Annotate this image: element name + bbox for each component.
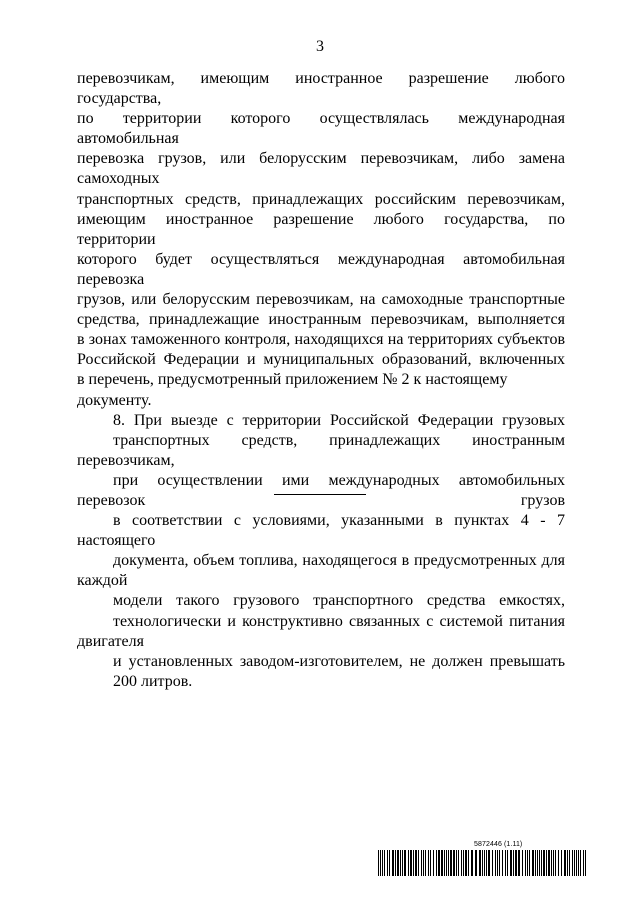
barcode-bar xyxy=(585,850,586,876)
text-line: которого будет осуществляться международная автомобильная перевозка xyxy=(77,250,565,288)
barcode-bar xyxy=(479,850,481,876)
text-line: в зонах таможенного контроля, находящихся на территориях субъектов xyxy=(77,331,565,349)
barcode-bar xyxy=(502,850,503,876)
barcode-bar xyxy=(513,850,514,876)
barcode-bar xyxy=(458,850,459,876)
barcode-bar xyxy=(484,850,485,876)
barcode-bar xyxy=(555,850,556,876)
barcode-bar xyxy=(463,850,464,876)
barcode-bar xyxy=(471,850,473,876)
barcode-bar xyxy=(527,850,528,876)
text-line: средства, принадлежащие иностранным перевозчикам, выполняется xyxy=(77,311,565,329)
barcode-bar xyxy=(400,850,401,876)
barcode-bar xyxy=(382,850,383,876)
barcode-bar xyxy=(389,850,390,876)
text-line: документа, объем топлива, находящегося в предусмотренных для каждой xyxy=(77,552,565,590)
barcode-bar xyxy=(415,850,417,876)
barcode-bar xyxy=(430,850,431,876)
barcode-bar xyxy=(456,850,457,876)
barcode-bar xyxy=(482,850,483,876)
barcode-bar xyxy=(438,850,440,876)
document-code: 5872446 (1.11) xyxy=(474,841,523,848)
barcode-bar xyxy=(543,850,545,876)
text-line: по территории которого осуществлялась международная автомобильная xyxy=(77,110,565,148)
barcode-bar xyxy=(541,850,542,876)
text-line: и установленных заводом-изготовителем, не должен превышать xyxy=(113,652,565,670)
barcode-bar xyxy=(510,850,512,876)
text-line: модели такого грузового транспортного средства емкостях, xyxy=(113,592,565,610)
barcode-bar xyxy=(515,850,517,876)
paragraph-continuation xyxy=(77,69,565,411)
barcode-bar xyxy=(425,850,426,876)
barcode-bar xyxy=(475,850,477,876)
document-body xyxy=(77,69,565,692)
barcode-bar xyxy=(378,850,379,876)
barcode-bar xyxy=(558,850,559,876)
barcode-bar xyxy=(574,850,575,876)
barcode-bar xyxy=(395,850,396,876)
barcode-bar xyxy=(567,850,568,876)
barcode-bar xyxy=(564,850,566,876)
barcode-bar xyxy=(499,850,500,876)
barcode-bar xyxy=(418,850,419,876)
text-line: Российской Федерации и муниципальных образований, включенных xyxy=(77,351,565,369)
barcode-bar xyxy=(450,850,452,876)
barcode-bar xyxy=(441,850,443,876)
barcode xyxy=(378,850,588,876)
text-line: перевозчикам, имеющим иностранное разрешение любого государства, xyxy=(77,70,565,108)
barcode-bar xyxy=(448,850,449,876)
barcode-bar xyxy=(583,850,584,876)
barcode-bar xyxy=(518,850,520,876)
barcode-bar xyxy=(539,850,540,876)
barcode-bar xyxy=(392,850,394,876)
barcode-bar xyxy=(525,850,526,876)
barcode-bar xyxy=(453,850,455,876)
barcode-bar xyxy=(546,850,547,876)
barcode-bar xyxy=(402,850,403,876)
barcode-bar xyxy=(413,850,414,876)
barcode-bar xyxy=(444,850,445,876)
barcode-bar xyxy=(497,850,498,876)
barcode-bar xyxy=(522,850,523,876)
barcode-bar xyxy=(408,850,409,876)
barcode-bar xyxy=(387,850,388,876)
barcode-bar xyxy=(410,850,412,876)
end-separator-line xyxy=(274,494,366,495)
barcode-bar xyxy=(553,850,554,876)
text-line: 200 литров. xyxy=(113,672,193,690)
text-line: технологически и конструктивно связанных с системой питания двигателя xyxy=(77,612,565,650)
barcode-bar xyxy=(404,850,406,876)
barcode-bar xyxy=(576,850,577,876)
barcode-bar xyxy=(578,850,579,876)
barcode-bar xyxy=(421,850,422,876)
text-line: в перечень, предусмотренный приложением № 2 к настоящему документу. xyxy=(77,371,508,409)
barcode-bar xyxy=(465,850,467,876)
barcode-bar xyxy=(569,850,570,876)
barcode-bar xyxy=(486,850,487,876)
text-line: при осуществлении ими международных автомобильных перевозок грузов xyxy=(77,471,565,509)
barcode-bar xyxy=(461,850,462,876)
barcode-bar xyxy=(397,850,399,876)
barcode-bar xyxy=(468,850,469,876)
barcode-bar xyxy=(561,850,562,876)
paragraph-item-8 xyxy=(77,411,565,692)
barcode-bar xyxy=(423,850,424,876)
text-line: транспортных средств, принадлежащих иностранным перевозчикам, xyxy=(77,431,565,469)
barcode-bar xyxy=(428,850,429,876)
barcode-bar xyxy=(384,850,385,876)
barcode-bar xyxy=(505,850,506,876)
text-line: 8. При выезде с территории Российской Федерации грузовых xyxy=(113,411,565,429)
barcode-bar xyxy=(488,850,490,876)
barcode-bar xyxy=(572,850,573,876)
text-line: перевозка грузов, или белорусским перевозчикам, либо замена самоходных xyxy=(77,150,565,188)
text-line: в соответствии с условиями, указанными в пунктах 4 - 7 настоящего xyxy=(77,512,565,550)
text-line: транспортных средств, принадлежащих российским перевозчикам, xyxy=(77,190,565,208)
barcode-bar xyxy=(492,850,493,876)
barcode-bar xyxy=(380,850,381,876)
barcode-bar xyxy=(535,850,536,876)
barcode-bar xyxy=(495,850,496,876)
text-line: грузов, или белорусским перевозчикам, на самоходные транспортные xyxy=(77,291,565,309)
barcode-bar xyxy=(433,850,434,876)
text-line: имеющим иностранное разрешение любого государства, по территории xyxy=(77,210,565,248)
barcode-bar xyxy=(548,850,550,876)
barcode-bar xyxy=(507,850,508,876)
barcode-bar xyxy=(580,850,581,876)
barcode-bar xyxy=(436,850,437,876)
barcode-bar xyxy=(551,850,552,876)
page-number: 3 xyxy=(316,38,324,55)
barcode-bar xyxy=(529,850,530,876)
barcode-bar xyxy=(532,850,534,876)
barcode-bar xyxy=(537,850,538,876)
barcode-bar xyxy=(446,850,447,876)
